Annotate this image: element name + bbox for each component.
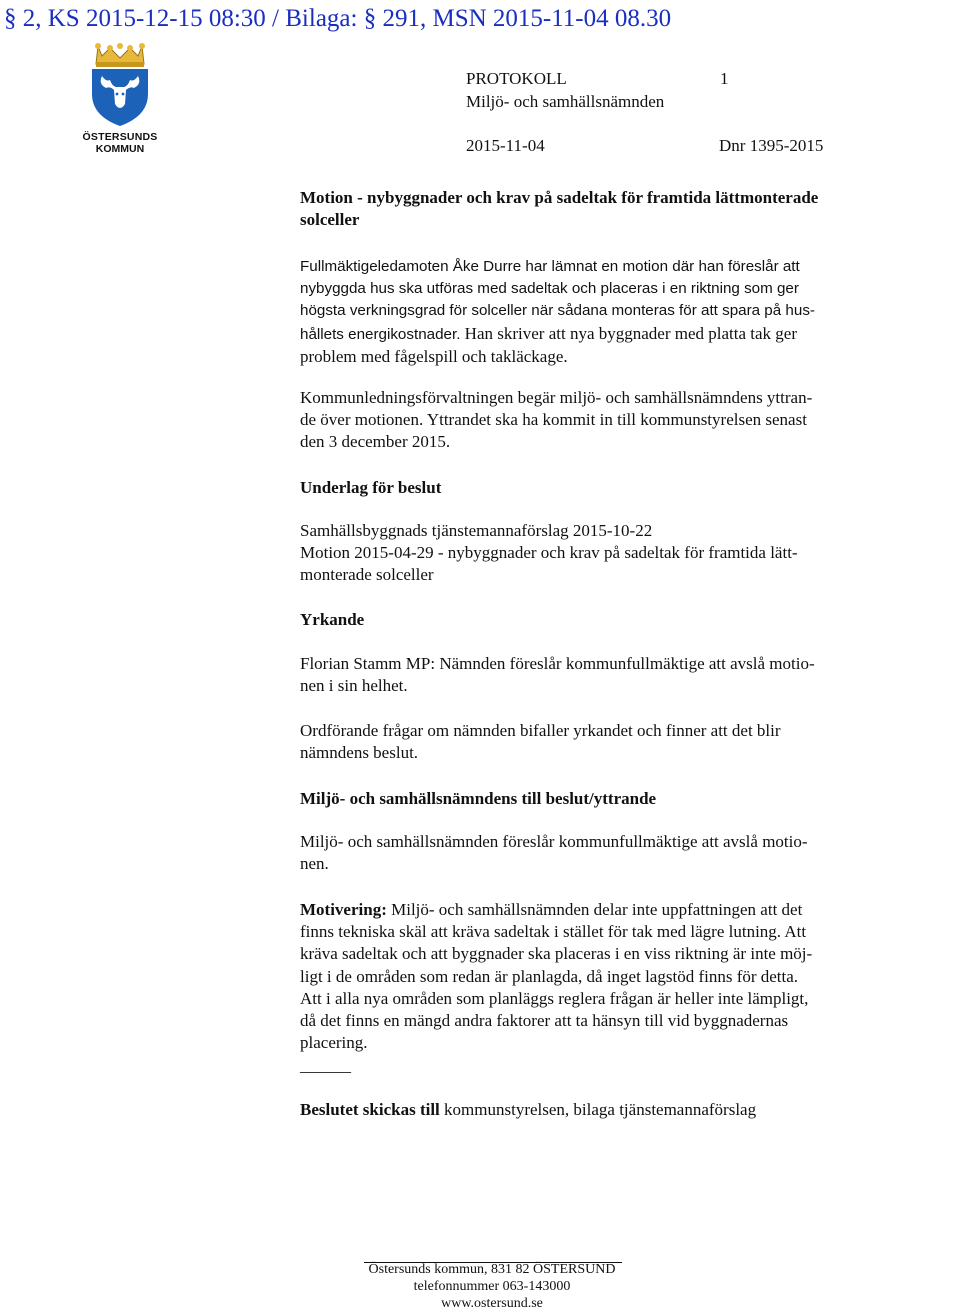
document-title [300,187,920,231]
logo-text-kommun: KOMMUN [95,143,145,155]
decision-paragraph [300,831,940,875]
underlag-item: Motion 2015-04-29 - nybyggnader och krav på sadeltak för framtida lätt- [300,543,798,563]
intro-line: högsta verkningsgrad för solceller när sådana monteras för att spara på hus- [300,302,815,320]
yrkande-paragraph-2 [300,720,940,764]
yrkande-heading: Yrkande [300,610,365,629]
paragraph-line: Florian Stamm MP: Nämnden föreslår kommunfullmäktige att avslå motio- [300,654,815,673]
paragraph-line: ligt i de områden som redan är planlagda, då inget lagstöd finns för detta. [300,966,799,986]
diary-number: Dnr 1395-2015 [719,136,824,155]
section-sign-2: § [363,5,377,32]
paragraph-line: Kommunledningsförvaltningen begär miljö- och samhällsnämndens yttran- [300,388,813,407]
distribution-line [300,1099,756,1121]
footer-phone: telefonnummer 063-143000 [413,1279,571,1294]
paragraph-line: nen i sin helhet. [300,676,408,696]
yrkande-paragraph-1 [300,653,940,697]
underlag-list [300,520,940,587]
attachment-header [4,4,671,34]
underlag-item: Samhällsbyggnads tjänstemannaförslag 2015-10-22 [300,521,653,540]
distribution-label: Beslutet skickas till [300,1100,440,1119]
request-paragraph [300,387,940,454]
coat-of-arms-icon [84,42,156,126]
paragraph-line: placering. [300,1033,368,1053]
paragraph-line: då det finns en mängd andra faktorer att ta hänsyn till vid byggnadernas [300,1011,789,1031]
paragraph-line: finns tekniska skäl att kräva sadeltak i stället för tak med lägre lutning. Att [300,922,807,942]
protocol-label: PROTOKOLL [466,69,567,88]
paragraph-line: nen. [300,854,329,874]
underlag-heading: Underlag för beslut [300,478,442,497]
paragraph-line: nämndens beslut. [300,743,419,763]
intro-line [300,323,940,346]
footer-address: Östersunds kommun, 831 82 ÖSTERSUND [368,1262,616,1277]
meeting-date: 2015-11-04 [466,136,545,155]
intro-line: problem med fågelspill och takläckage. [300,346,568,366]
intro-line: Fullmäktigeledamoten Åke Durre har lämnat en motion där han föreslår att [300,258,800,275]
title-line-1: Motion - nybyggnader och krav på sadeltak för framtida lättmonterade [300,188,819,207]
motivation-label: Motivering: [300,900,387,919]
committee-name: Miljö- och samhällsnämnden [466,92,665,111]
motivation-line-1-rest: Miljö- och samhällsnämnden delar inte uppfattningen att det [386,900,803,919]
paragraph-line: den 3 december 2015. [300,432,451,452]
paragraph-line: Att i alla nya områden som planläggs reglera frågan är heller inte lämpligt, [300,988,809,1008]
separator-line: ______ [300,1056,351,1075]
intro-paragraph [300,256,940,368]
page-number: 1 [720,69,729,88]
municipality-logo [82,42,158,155]
intro-line-4-start: hållets energikostnader. [300,325,461,343]
intro-line-4-tail: Han skriver att nya byggnader med platta tak ger [460,323,797,343]
paragraph-line: kräva sadeltak och att byggnader ska placeras i en viss riktning är inte möj- [300,944,813,964]
motivation-paragraph [300,899,940,1054]
decision-heading: Miljö- och samhällsnämndens till beslut/yttrande [300,789,657,808]
paragraph-line: Miljö- och samhällsnämnden föreslår kommunfullmäktige att avslå motio- [300,832,808,851]
intro-line: nybyggda hus ska utföras med sadeltak och placeras i en riktning som ger [300,280,799,298]
header-ks-text: 2, KS 2015-12-15 08:30 / Bilaga: [16,5,364,32]
paragraph-line: de över motionen. Yttrandet ska ha kommit in till kommunstyrelsen senast [300,410,807,430]
section-sign-1: § [4,5,17,32]
header-msn-text: 291, MSN 2015-11-04 08.30 [376,5,672,32]
paragraph-line: Ordförande frågar om nämnden bifaller yrkandet och finner att det blir [300,721,781,740]
paragraph-line [300,899,940,921]
underlag-item: monterade solceller [300,565,434,585]
footer-website: www.ostersund.se [441,1296,543,1311]
logo-text-ostersunds: ÖSTERSUNDS [82,131,158,143]
distribution-recipients: kommunstyrelsen, bilaga tjänstemannaförslag [439,1100,757,1119]
title-line-2: solceller [300,210,360,229]
